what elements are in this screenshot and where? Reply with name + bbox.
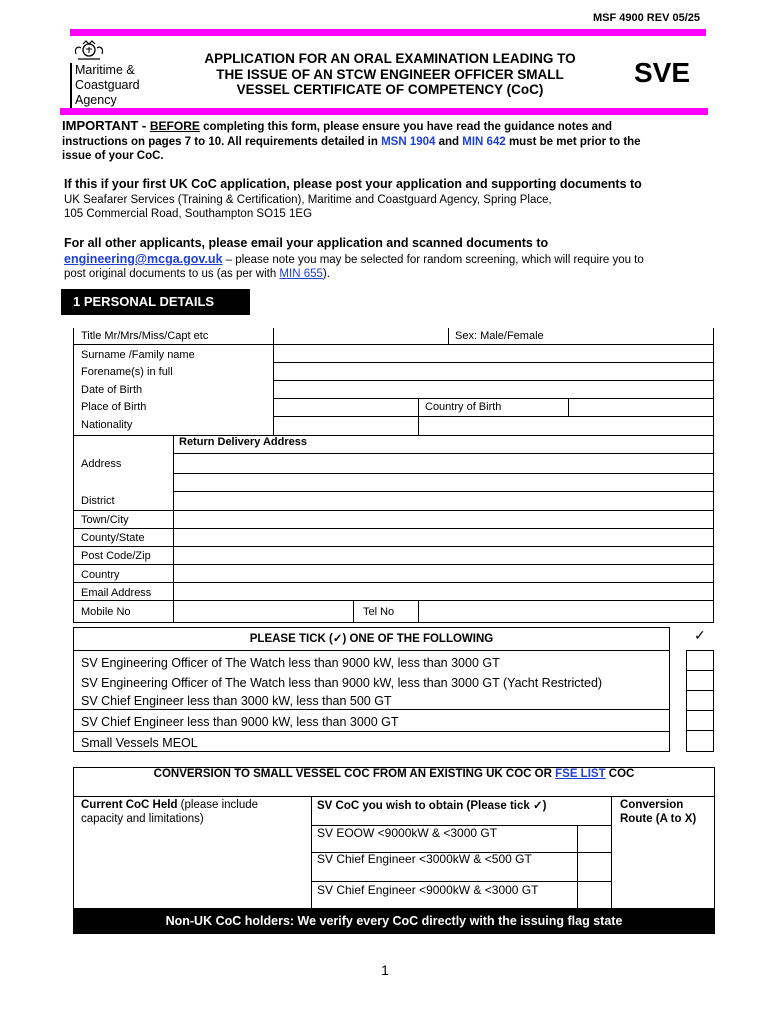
page-number: 1: [381, 962, 389, 978]
mobile-field[interactable]: [174, 601, 353, 622]
other-applicants-heading: For all other applicants, please email your application and scanned documents to: [64, 236, 549, 250]
personal-details-table: [73, 328, 714, 623]
form-title: [170, 51, 610, 98]
nationality-label: Nationality: [81, 419, 133, 431]
logo-line: Agency: [75, 93, 117, 107]
crest-icon: [72, 40, 106, 62]
tick-option-label: SV Engineering Officer of The Watch less than 9000 kW, less than 3000 GT (Yacht Restricted): [81, 676, 603, 690]
conversion-option-label: SV EOOW <9000kW & <3000 GT: [317, 826, 498, 840]
current-coc-label: [81, 798, 258, 826]
address-field-2[interactable]: [174, 474, 713, 491]
title-line: THE ISSUE OF AN STCW ENGINEER OFFICER SMALL: [216, 66, 564, 82]
cob-label: Country of Birth: [425, 401, 502, 413]
tick-box[interactable]: [686, 730, 714, 752]
agency-logo: [70, 40, 160, 112]
title-line: APPLICATION FOR AN ORAL EXAMINATION LEADING TO: [204, 51, 576, 66]
verification-banner: Non-UK CoC holders: We verify every CoC directly with the issuing flag state: [73, 908, 715, 934]
logo-rule: [70, 63, 72, 111]
email-link[interactable]: engineering@mcga.gov.uk: [64, 252, 223, 266]
important-notice: [62, 119, 712, 164]
title-label: Title Mr/Mrs/Miss/Capt etc: [81, 330, 209, 342]
conversion-tick-box[interactable]: [577, 852, 610, 880]
notice-text: and: [435, 135, 463, 148]
dob-field[interactable]: [274, 381, 713, 398]
wish-label: SV CoC you wish to obtain (Please tick ✓): [317, 800, 547, 812]
address-line: UK Seafarer Services (Training & Certification), Maritime and Coastguard Agency, Spring Place,: [64, 194, 552, 206]
district-field[interactable]: [174, 492, 713, 510]
postcode-label: Post Code/Zip: [81, 550, 151, 562]
conversion-route-field[interactable]: [611, 826, 714, 908]
mobile-label: Mobile No: [81, 606, 131, 618]
min-reference[interactable]: MIN 642: [462, 135, 506, 148]
logo-line: Coastguard: [75, 78, 140, 92]
tick-box[interactable]: [686, 650, 714, 671]
district-label: District: [81, 495, 115, 507]
fse-list-link[interactable]: FSE LIST: [555, 768, 606, 780]
county-label: County/State: [81, 532, 145, 544]
logo-line: Maritime &: [75, 63, 135, 77]
email-note: post original documents to us (as per with: [64, 268, 280, 280]
tick-box[interactable]: [686, 670, 714, 691]
surname-label: Surname /Family name: [81, 349, 195, 361]
forenames-label: Forename(s) in full: [81, 366, 173, 378]
pob-field[interactable]: [274, 399, 418, 416]
notice-text: must be met prior to the: [505, 135, 641, 148]
postal-address: [64, 193, 552, 221]
notice-text: completing this form, please ensure you have read the guidance notes and: [199, 121, 613, 133]
forenames-field[interactable]: [274, 363, 713, 380]
pob-label: Place of Birth: [81, 401, 147, 413]
notice-text: issue of your CoC.: [62, 150, 164, 162]
bottom-accent-bar: [60, 108, 708, 115]
nationality-field[interactable]: [274, 417, 418, 435]
route-label-line: Conversion: [620, 799, 684, 811]
sex-label: Sex: Male/Female: [455, 330, 544, 342]
tick-option-label: SV Chief Engineer less than 9000 kW, less than 3000 GT: [81, 715, 399, 729]
top-accent-bar: [70, 29, 706, 36]
postcode-field[interactable]: [174, 547, 713, 564]
town-field[interactable]: [174, 511, 713, 528]
tick-option-label: Small Vessels MEOL: [81, 736, 198, 750]
current-coc-field[interactable]: [74, 826, 310, 908]
conversion-heading-text: COC: [605, 768, 635, 780]
email-note: ).: [322, 268, 330, 280]
address-field[interactable]: [174, 454, 713, 473]
form-code: SVE: [634, 57, 691, 88]
tel-label: Tel No: [363, 606, 395, 618]
section-heading: 1 PERSONAL DETAILS: [61, 289, 250, 315]
address-label: Address: [81, 458, 122, 470]
conversion-tick-box[interactable]: [577, 881, 610, 908]
email-field[interactable]: [174, 583, 713, 600]
dob-label: Date of Birth: [81, 384, 143, 396]
min655-link[interactable]: MIN 655: [279, 268, 323, 280]
tick-option-label: SV Chief Engineer less than 3000 kW, less than 500 GT: [81, 694, 392, 708]
msn-reference[interactable]: MSN 1904: [381, 135, 436, 148]
current-coc-bold: Current CoC Held: [81, 799, 178, 811]
current-coc-text: (please include: [177, 799, 259, 811]
title-line: VESSEL CERTIFICATE OF COMPETENCY (CoC): [236, 82, 544, 97]
conversion-heading: [73, 768, 715, 780]
conversion-heading-text: CONVERSION TO SMALL VESSEL COC FROM AN EXISTING UK COC OR: [153, 768, 556, 780]
route-label: [620, 798, 696, 826]
notice-text: instructions on pages 7 to 10. All requirements detailed in: [62, 135, 382, 148]
email-instructions: [64, 252, 644, 281]
first-application-heading: If this if your first UK CoC application, please post your application and supporting documents to: [64, 177, 642, 191]
address-line: 105 Commercial Road, Southampton SO15 1EG: [64, 208, 313, 220]
conversion-tick-box[interactable]: [577, 825, 610, 853]
tick-option-label: SV Engineering Officer of The Watch less than 9000 kW, less than 3000 GT: [81, 656, 500, 670]
tick-box[interactable]: [686, 690, 714, 711]
tel-field[interactable]: [419, 601, 713, 622]
tick-heading: PLEASE TICK (✓) ONE OF THE FOLLOWING: [249, 633, 494, 645]
route-label-line: Route (A to X): [620, 813, 697, 825]
email-label: Email Address: [81, 587, 152, 599]
email-note: – please note you may be selected for random screening, which will require you to: [222, 254, 644, 266]
check-icon: ✓: [694, 627, 706, 643]
return-address-label: Return Delivery Address: [179, 436, 307, 448]
surname-field[interactable]: [274, 345, 713, 362]
tick-box[interactable]: [686, 710, 714, 731]
county-field[interactable]: [174, 529, 713, 546]
country-field[interactable]: [174, 565, 713, 582]
important-label: IMPORTANT -: [62, 118, 150, 133]
title-field[interactable]: [274, 329, 448, 344]
town-label: Town/City: [81, 514, 129, 526]
conversion-option-label: SV Chief Engineer <3000kW & <500 GT: [317, 852, 532, 866]
current-coc-text: capacity and limitations): [81, 813, 204, 825]
conversion-option-label: SV Chief Engineer <9000kW & <3000 GT: [317, 883, 539, 897]
country-label: Country: [81, 569, 120, 581]
form-reference: MSF 4900 REV 05/25: [592, 12, 700, 24]
before-word: BEFORE: [149, 119, 200, 133]
cob-field[interactable]: [569, 399, 713, 416]
